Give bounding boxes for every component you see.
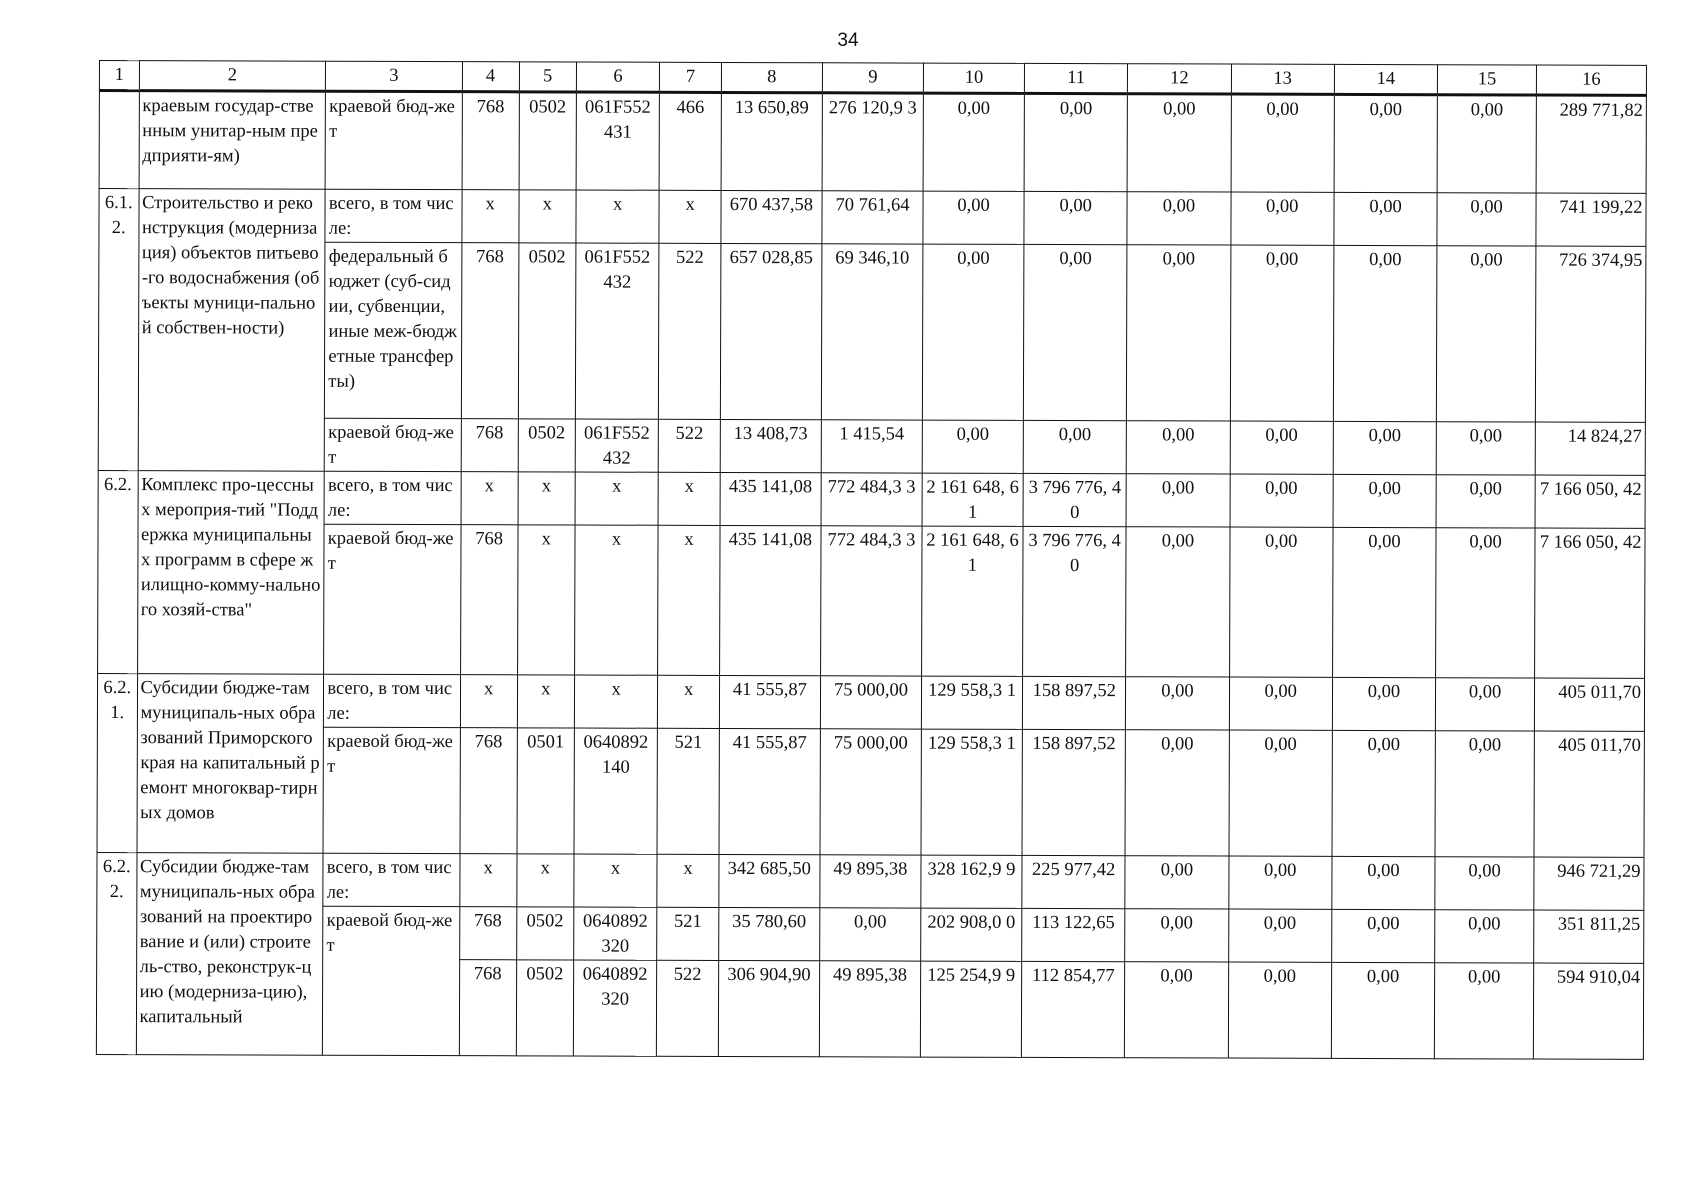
value-col13: 0,00 (1229, 527, 1333, 677)
value-col12: 0,00 (1125, 962, 1229, 1058)
item-name: Строительство и реконструкция (модернизация) объектов питьево-го водоснабжения (объекты муници-пальной собствен-ности) (138, 189, 326, 472)
item-name: краевым государ-ственным унитар-ным предприяти-ям) (139, 91, 326, 190)
value-col12: 0,00 (1127, 421, 1230, 474)
value-col10: 129 558,3 1 (921, 676, 1022, 729)
funding-source: всего, в том числе: (325, 189, 461, 242)
value-col13: 0,00 (1231, 94, 1335, 192)
funding-source: краевой бюд-жет (325, 418, 461, 471)
code-vr: x (658, 525, 720, 675)
code-vr: x (657, 854, 719, 907)
value-col8: 435 141,08 (719, 525, 821, 675)
value-col14: 0,00 (1333, 474, 1436, 527)
code-vr: x (659, 190, 721, 243)
value-col8: 306 904,90 (718, 960, 819, 1056)
code-grbs: x (461, 190, 518, 243)
value-col15: 0,00 (1436, 475, 1535, 528)
row-number (99, 91, 139, 189)
value-col15: 0,00 (1435, 857, 1534, 910)
value-col13: 0,00 (1230, 421, 1333, 474)
funding-source: федеральный бюджет (суб-сидии, субвенции, иные меж-бюджетные трансферты) (325, 242, 462, 418)
value-total: 289 771,82 (1536, 95, 1646, 193)
code-rzpr: x (518, 472, 575, 525)
code-rzpr: 0501 (517, 728, 575, 854)
code-csr: x (575, 472, 659, 525)
value-col14: 0,00 (1332, 527, 1436, 677)
table-row (98, 242, 1646, 423)
code-csr: 0640892 320 (573, 960, 657, 1056)
code-grbs: x (460, 675, 517, 728)
code-grbs: 768 (462, 92, 519, 190)
header-cell-9: 9 (822, 63, 923, 93)
value-col10: 328 162,9 9 (921, 855, 1022, 908)
value-col10: 0,00 (923, 191, 1024, 244)
value-col9: 69 346,10 (821, 244, 923, 420)
row-number: 6.2. 2. (96, 852, 136, 1054)
value-col15: 0,00 (1435, 910, 1534, 963)
code-vr: 521 (657, 907, 719, 960)
code-rzpr: 0502 (518, 243, 576, 419)
code-vr: 522 (659, 243, 721, 419)
code-grbs: 768 (460, 728, 518, 854)
code-vr: x (658, 472, 720, 525)
header-cell-6: 6 (576, 62, 660, 92)
value-col15: 0,00 (1436, 678, 1535, 731)
code-vr: 521 (657, 728, 719, 854)
value-col8: 342 685,50 (719, 854, 820, 907)
row-number: 6.2. (98, 470, 138, 673)
funding-source: всего, в том числе: (324, 674, 460, 727)
value-col11: 112 854,77 (1021, 961, 1125, 1057)
value-col13: 0,00 (1229, 677, 1332, 730)
table-row (97, 726, 1644, 857)
header-cell-4: 4 (462, 62, 519, 92)
value-col12: 0,00 (1125, 856, 1228, 909)
value-col10: 125 254,9 9 (920, 961, 1021, 1057)
value-col9: 772 484,3 3 (821, 473, 922, 526)
code-csr: 061F552 431 (576, 92, 660, 190)
value-total: 14 824,27 (1535, 422, 1645, 475)
code-rzpr: 0502 (516, 960, 573, 1056)
code-grbs: 768 (461, 419, 518, 472)
code-csr: x (574, 675, 658, 728)
value-col15: 0,00 (1436, 246, 1535, 422)
value-col8: 657 028,85 (720, 243, 822, 419)
row-number: 6.1. 2. (98, 189, 138, 471)
funding-source: всего, в том числе: (323, 853, 459, 906)
code-csr: 0640892 140 (574, 728, 658, 854)
header-cell-3: 3 (326, 61, 462, 91)
value-col14: 0,00 (1332, 856, 1435, 909)
value-col10: 129 558,3 1 (921, 729, 1022, 855)
header-cell-13: 13 (1231, 64, 1334, 94)
code-csr: 0640892 320 (573, 907, 657, 960)
value-col8: 670 437,58 (721, 190, 822, 243)
code-vr: 522 (659, 419, 721, 472)
table-row (98, 417, 1645, 475)
code-vr: x (658, 675, 720, 728)
value-col15: 0,00 (1434, 963, 1533, 1059)
value-col10: 2 161 648, 61 (922, 526, 1024, 676)
value-total: 741 199,22 (1536, 193, 1646, 246)
header-cell-10: 10 (923, 63, 1024, 93)
table-row (99, 91, 1646, 194)
value-col11: 0,00 (1024, 93, 1128, 191)
value-col12: 0,00 (1127, 245, 1231, 421)
row-number: 6.2. 1. (97, 673, 137, 852)
value-col11: 0,00 (1023, 420, 1126, 473)
value-col11: 158 897,52 (1022, 676, 1125, 729)
value-col12: 0,00 (1125, 909, 1228, 962)
table-row (98, 470, 1645, 528)
code-grbs: 768 (461, 243, 519, 419)
value-total: 405 011,70 (1534, 731, 1644, 857)
value-col12: 0,00 (1127, 94, 1231, 192)
value-col9: 1 415,54 (821, 420, 922, 473)
value-col8: 41 555,87 (719, 675, 820, 728)
table-row (97, 852, 1644, 910)
value-col10: 0,00 (922, 244, 1024, 420)
code-vr: 466 (659, 92, 721, 190)
value-col15: 0,00 (1437, 193, 1536, 246)
budget-table (96, 60, 1647, 1060)
code-grbs: 768 (460, 525, 518, 675)
code-csr: x (574, 525, 658, 675)
value-col9: 49 895,38 (819, 961, 920, 1057)
code-rzpr: x (517, 525, 575, 675)
header-cell-11: 11 (1024, 63, 1127, 93)
header-cell-5: 5 (519, 62, 576, 92)
code-rzpr: 0502 (519, 92, 576, 190)
value-total: 946 721,29 (1534, 857, 1644, 910)
value-col14: 0,00 (1333, 245, 1437, 421)
value-col8: 13 650,89 (721, 92, 822, 190)
value-col9: 276 120,9 3 (822, 93, 923, 191)
funding-source: краевой бюд-жет (325, 91, 462, 189)
value-col12: 0,00 (1127, 192, 1230, 245)
value-col14: 0,00 (1334, 192, 1437, 245)
value-col13: 0,00 (1229, 730, 1333, 856)
table-row (97, 673, 1644, 731)
value-total: 405 011,70 (1534, 678, 1644, 731)
header-row (99, 61, 1646, 96)
value-col8: 35 780,60 (719, 907, 820, 960)
funding-source: всего, в том числе: (324, 471, 460, 524)
table-row (99, 189, 1646, 247)
value-col9: 772 484,3 3 (820, 526, 922, 676)
value-col11: 0,00 (1023, 244, 1127, 420)
value-col12: 0,00 (1126, 677, 1229, 730)
code-grbs: 768 (459, 960, 516, 1056)
item-name: Комплекс про-цессных мероприя-тий "Поддержка муниципальных программ в сфере жилищно-комму-нального хозяй-ства" (137, 471, 324, 675)
value-total: 7 166 050, 42 (1535, 528, 1645, 678)
item-name: Субсидии бюдже-там муниципаль-ных образований на проектирование и (или) строитель-ство, реконструк-цию (модерниза-цию), капитальный (136, 853, 323, 1056)
funding-source: краевой бюд-жет (323, 906, 460, 1055)
value-col13: 0,00 (1228, 856, 1331, 909)
value-col10: 0,00 (923, 93, 1024, 191)
value-col13: 0,00 (1230, 474, 1333, 527)
code-csr: 061F552 432 (575, 419, 659, 472)
value-col9: 49 895,38 (820, 855, 921, 908)
item-name: Субсидии бюдже-там муниципаль-ных образований Приморского края на капитальный ремонт многоквар-тирных домов (137, 674, 324, 854)
value-col9: 75 000,00 (820, 729, 921, 855)
header-cell-12: 12 (1128, 64, 1231, 94)
value-col14: 0,00 (1334, 94, 1438, 192)
value-col12: 0,00 (1125, 730, 1229, 856)
table-row (98, 523, 1645, 678)
code-rzpr: 0502 (516, 907, 573, 960)
table-row (97, 905, 1644, 963)
value-col14: 0,00 (1332, 730, 1436, 856)
value-col8: 435 141,08 (720, 472, 821, 525)
value-col11: 113 122,65 (1022, 908, 1125, 961)
header-cell-2: 2 (139, 61, 326, 92)
value-col10: 2 161 648, 61 (922, 473, 1023, 526)
code-grbs: x (461, 472, 518, 525)
header-cell-1: 1 (99, 61, 139, 91)
value-col9: 70 761,64 (822, 191, 923, 244)
value-col10: 0,00 (922, 420, 1023, 473)
value-col11: 0,00 (1024, 191, 1127, 244)
funding-source: краевой бюд-жет (323, 727, 460, 853)
header-cell-14: 14 (1334, 64, 1437, 94)
code-grbs: x (459, 854, 516, 907)
code-rzpr: 0502 (518, 419, 575, 472)
value-col14: 0,00 (1332, 677, 1435, 730)
value-total: 594 910,04 (1533, 963, 1643, 1059)
value-col12: 0,00 (1126, 474, 1229, 527)
header-cell-15: 15 (1438, 65, 1537, 95)
code-csr: x (574, 854, 658, 907)
value-col13: 0,00 (1230, 245, 1334, 421)
value-col15: 0,00 (1436, 422, 1535, 475)
value-col14: 0,00 (1332, 909, 1435, 962)
code-rzpr: x (519, 190, 576, 243)
value-col13: 0,00 (1228, 909, 1331, 962)
value-col11: 3 796 776, 40 (1023, 526, 1127, 676)
header-cell-16: 16 (1536, 65, 1646, 95)
code-csr: x (576, 190, 660, 243)
value-col8: 13 408,73 (720, 419, 821, 472)
code-rzpr: x (517, 854, 574, 907)
value-col9: 0,00 (820, 908, 921, 961)
value-col12: 0,00 (1126, 527, 1230, 677)
code-vr: 522 (657, 960, 719, 1056)
value-col15: 0,00 (1436, 528, 1535, 678)
value-col11: 3 796 776, 40 (1023, 473, 1126, 526)
value-col13: 0,00 (1228, 962, 1332, 1058)
code-csr: 061F552 432 (575, 243, 659, 419)
header-cell-8: 8 (721, 62, 822, 92)
value-col11: 158 897,52 (1022, 729, 1126, 855)
value-col11: 225 977,42 (1022, 855, 1125, 908)
value-col15: 0,00 (1435, 731, 1534, 857)
value-col8: 41 555,87 (719, 728, 820, 854)
code-grbs: 768 (459, 907, 516, 960)
value-col14: 0,00 (1331, 962, 1435, 1058)
value-total: 726 374,95 (1535, 246, 1646, 422)
value-col9: 75 000,00 (820, 676, 921, 729)
funding-source: краевой бюд-жет (324, 524, 461, 674)
header-cell-7: 7 (660, 62, 722, 92)
value-col10: 202 908,0 0 (921, 908, 1022, 961)
value-total: 351 811,25 (1534, 910, 1644, 963)
page-number: 34 (837, 30, 859, 51)
code-rzpr: x (517, 675, 574, 728)
value-col15: 0,00 (1437, 95, 1536, 193)
value-col14: 0,00 (1333, 421, 1436, 474)
value-col13: 0,00 (1231, 192, 1334, 245)
value-total: 7 166 050, 42 (1535, 475, 1645, 528)
